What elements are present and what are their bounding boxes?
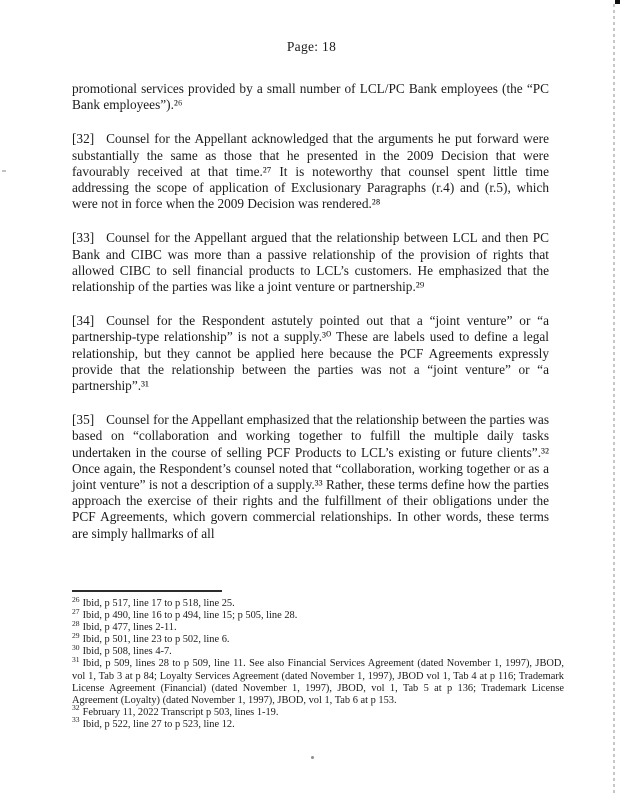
- scan-artifact-corner-mark: [615, 0, 620, 4]
- page-number-header: Page: 18: [286, 39, 337, 54]
- scan-artifact-edge-line: [613, 4, 615, 796]
- footnote-28: [72, 618, 564, 634]
- footnote-32-number: 32: [72, 703, 80, 713]
- paragraph-32-text: Counsel for the Appellant acknowledged that the arguments he put forward were substantially the same as those that he presented in the 2009 Decision that were favourably received at that time.²⁷ It is noteworthy that counsel spent little time addressing the scope of application of Exclusionary Paragraphs (r.4) and (r.5), which were not in force when the 2009 Decision was rendered.²⁸: [72, 131, 549, 212]
- document-body: [72, 81, 549, 560]
- footnote-33-number: 33: [72, 715, 80, 725]
- footnote-31: [72, 655, 564, 706]
- scan-artifact-left-mark: [2, 170, 6, 172]
- paragraph-33-text: Counsel for the Appellant argued that the relationship between LCL and then PC Bank and CIBC was more than a passive relationship of the provision of rights that allowed CIBC to sell financial products to LCL’s customers. He emphasized that the relationship of the parties was like a joint venture or partnership.²⁹: [72, 230, 549, 295]
- footnote-28-number: 28: [72, 618, 80, 628]
- footnote-29-number: 29: [72, 630, 80, 640]
- footnote-29: [72, 630, 564, 646]
- footnote-27: [72, 606, 564, 622]
- footnote-26: [72, 594, 564, 610]
- paragraph-33: [72, 230, 549, 295]
- footnote-27-number: 27: [72, 606, 80, 616]
- footnote-32: [72, 703, 564, 719]
- footnote-31-text: Ibid, p 509, lines 28 to p 509, line 11. See also Financial Services Agreement (dated November 1, 1997), JBOD, vol 1, Tab 3 at p 84; Loyalty Services Agreement (dated November 1, 1997), JBOD vol 1, Tab 4 at p 116; Trademark License Agreement (Financial) (dated November 1, 1997), JBOD, vol 1, Tab 5 at p 136; Trademark License Agreement (Loyalty) (dated November 1, 1997), JBOD, vol 1, Tab 6 at p 153.: [72, 658, 564, 706]
- paragraph-35-text: Counsel for the Appellant emphasized that the relationship between the parties was based on “collaboration and working together to fulfill the multiple daily tasks undertaken in the course of selling PCF Products to LCL’s existing or future clients”.³² Once again, the Respondent’s counsel noted that “collaboration, working together or as a joint venture” is not a description of a supply.³³ Rather, these terms define how the parties approach the exercise of their rights and the fulfillment of their obligations under the PCF Agreements, which govern commercial relationships. In other words, these terms are simply hallmarks of all: [72, 412, 549, 541]
- paragraph-34: [72, 313, 549, 394]
- footnote-26-text: Ibid, p 517, line 17 to p 518, line 25.: [82, 598, 235, 609]
- paragraph-34-text: Counsel for the Respondent astutely pointed out that a “joint venture” or “a partnership-type relationship” is not a supply.³⁰ These are labels used to define a legal relationship, but they cannot be applied here because the PCF Agreements expressly provide that the relationship between the parties was not a “joint venture” or “a partnership”.³¹: [72, 313, 549, 394]
- footnote-separator-rule: [72, 590, 222, 592]
- paragraph-35-number: [35]: [72, 412, 95, 428]
- paragraph-32-number: [32]: [72, 131, 95, 147]
- footnote-30: [72, 642, 564, 658]
- paragraph-34-number: [34]: [72, 313, 95, 329]
- footnote-29-text: Ibid, p 501, line 23 to p 502, line 6.: [82, 634, 230, 646]
- footnote-28-text: Ibid, p 477, lines 2-11.: [82, 622, 177, 634]
- footnotes-section: [72, 590, 564, 731]
- paragraph-intro: promotional services provided by a small number of LCL/PC Bank employees (the “PC Bank employees”).²⁶: [72, 81, 549, 113]
- footnote-30-number: 30: [72, 642, 80, 652]
- footnote-30-text: Ibid, p 508, lines 4-7.: [82, 646, 172, 658]
- footnote-26-number: 26: [72, 594, 80, 604]
- footnote-27-text: Ibid, p 490, line 16 to p 494, line 15; p 505, line 28.: [82, 610, 298, 622]
- scan-artifact-dot: [311, 756, 314, 759]
- footnote-33: [72, 715, 564, 731]
- paragraph-35: [72, 412, 549, 542]
- footnote-33-text: Ibid, p 522, line 27 to p 523, line 12.: [82, 718, 235, 730]
- paragraph-33-number: [33]: [72, 230, 95, 246]
- footnote-31-number: 31: [72, 655, 80, 664]
- paragraph-32: [72, 131, 549, 212]
- footnote-32-text: February 11, 2022 Transcript p 503, lines 1-19.: [82, 706, 279, 718]
